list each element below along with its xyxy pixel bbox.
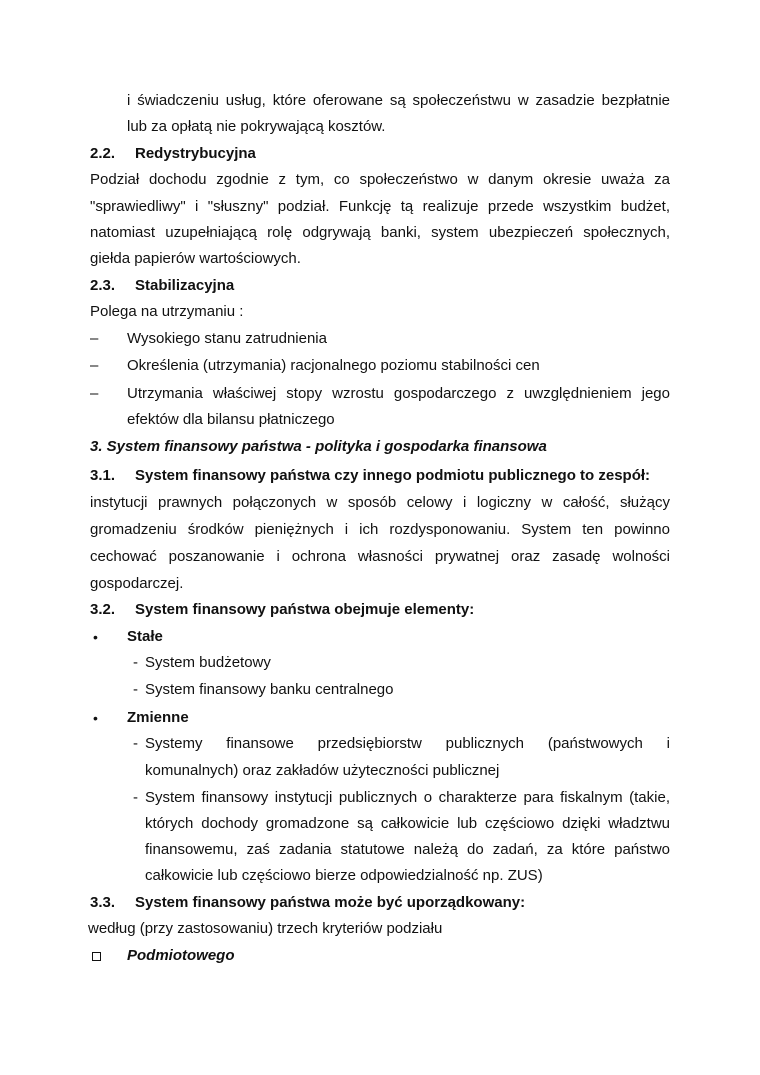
section-heading-3: 3. System finansowy państwa - polityka i gospodarka finansowa [90, 438, 547, 455]
list-item-continuation: efektów dla bilansu płatniczego [127, 411, 335, 428]
sub-list-item: System finansowy banku centralnego [145, 681, 394, 698]
dash-marker: – [90, 330, 99, 347]
checkbox-square-icon [92, 952, 101, 961]
section-heading-3-3: System finansowy państwa może być uporządkowany: [135, 894, 526, 911]
text-line: natomiast uzupełniającą rolę odgrywają banki, system ubezpieczeń społecznych, [90, 224, 670, 241]
sub-list-item: System budżetowy [145, 654, 271, 671]
section-heading-3-1: System finansowy państwa czy innego podmiotu publicznego to zespół: [135, 467, 651, 484]
section-number: 2.3. [90, 277, 116, 294]
section-number: 3.2. [90, 601, 116, 618]
text-line: Polega na utrzymaniu : [90, 303, 244, 320]
bullet-marker: • [93, 629, 98, 645]
sub-dash-marker: - [133, 654, 138, 671]
section-heading-2-3: Stabilizacyjna [135, 277, 235, 294]
bullet-marker: • [93, 710, 98, 726]
text-line: Podział dochodu zgodnie z tym, co społeczeństwo w danym okresie uważa za [90, 171, 670, 188]
sub-list-item-continuation: komunalnych) oraz zakładów użyteczności publicznej [145, 762, 500, 779]
text-line: lub za opłatą nie pokrywającą kosztów. [127, 118, 386, 135]
text-line: instytucji prawnych połączonych w sposób celowy i logiczny w całość, służący [90, 494, 670, 511]
text-line: cechować poszanowanie i ochrona własności prywatnej oraz zasadę wolności [90, 548, 670, 565]
text-line: "sprawiedliwy" i "słuszny" podział. Funkcję tą realizuje przede wszystkim budżet, [90, 198, 670, 215]
sub-dash-marker: - [133, 735, 138, 752]
text-line: i świadczeniu usług, które oferowane są społeczeństwu w zasadzie bezpłatnie [127, 92, 670, 109]
text-line: gospodarczej. [90, 575, 184, 592]
section-heading-3-2: System finansowy państwa obejmuje elementy: [135, 601, 475, 618]
section-number: 3.1. [90, 467, 116, 484]
list-item: Utrzymania właściwej stopy wzrostu gospodarczego z uwzględnieniem jego [127, 385, 670, 402]
bullet-item-stale: Stałe [127, 628, 163, 645]
section-number: 3.3. [90, 894, 116, 911]
sub-dash-marker: - [133, 789, 138, 806]
dash-marker: – [90, 385, 99, 402]
sub-list-item: System finansowy instytucji publicznych o charakterze para fiskalnym (takie, [145, 789, 670, 806]
sub-list-item: Systemy finansowe przedsiębiorstw publicznych (państwowych i [145, 735, 670, 752]
sub-list-item-continuation: całkowicie lub częściowo bierze odpowiedzialność np. ZUS) [145, 867, 543, 884]
bullet-item-zmienne: Zmienne [127, 709, 189, 726]
list-item: Określenia (utrzymania) racjonalnego poziomu stabilności cen [127, 357, 540, 374]
criteria-label: Podmiotowego [127, 947, 235, 964]
text-line: gromadzeniu środków pieniężnych i ich rozdysponowaniu. System ten powinno [90, 521, 670, 538]
list-item: Wysokiego stanu zatrudnienia [127, 330, 327, 347]
section-number: 2.2. [90, 145, 116, 162]
sub-list-item-continuation: finansowemu, zaś zadania statutowe należą do zadań, za które państwo [145, 841, 670, 858]
text-line: według (przy zastosowaniu) trzech kryteriów podziału [88, 920, 443, 937]
dash-marker: – [90, 357, 99, 374]
criteria-item [0, 946, 760, 966]
sub-dash-marker: - [133, 681, 138, 698]
section-heading-2-2: Redystrybucyjna [135, 145, 256, 162]
text-line: giełda papierów wartościowych. [90, 250, 301, 267]
sub-list-item-continuation: których dochody gromadzone są całkowicie lub częściowo dzięki władztwu [145, 815, 670, 832]
